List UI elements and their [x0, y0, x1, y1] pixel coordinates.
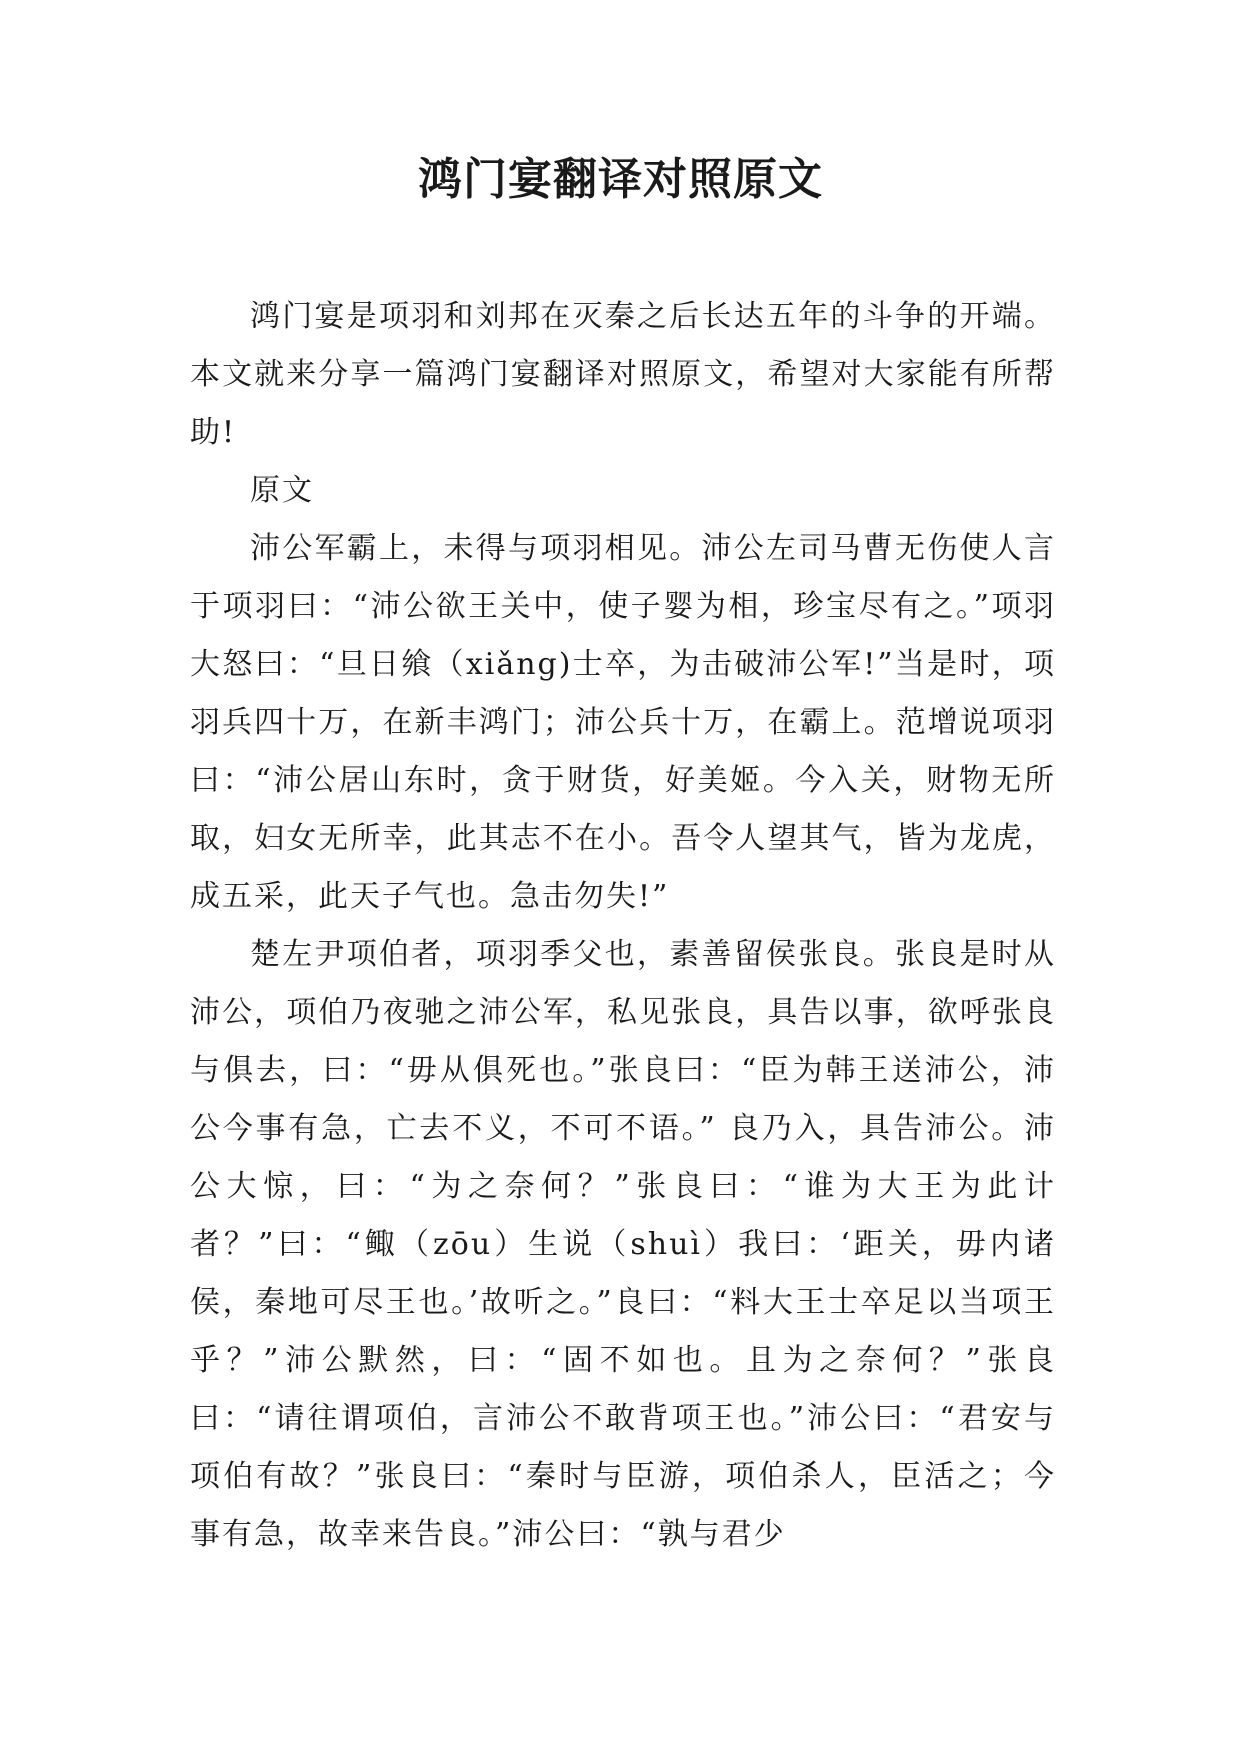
document-body: [190, 288, 1056, 1564]
section-heading-original-text: 原文: [250, 473, 314, 508]
document-title: 鸿门宴翻译对照原文: [418, 154, 823, 205]
original-text-paragraph: 楚左尹项伯者，项羽季父也，素善留侯张良。张良是时从沛公，项伯乃夜驰之沛公军，私见张良，具告以事，欲呼张良与俱去，曰：“毋从俱死也。”张良曰：“臣为韩王送沛公，沛公今事有急，亡去不义，不可不语。” 良乃入，具告沛公。沛公大惊，曰：“为之奈何？”张良曰：“谁为大王为此计者？”曰：“鲰（zōu）生说（shuì）我曰：‘距关，毋内诸侯，秦地可尽王也。’故听之。”良曰：“料大王士卒足以当项王乎？”沛公默然，曰：“固不如也。且为之奈何？”张良曰：“请往谓项伯，言沛公不敢背项王也。”沛公曰：“君安与项伯有故？”张良曰：“秦时与臣游，项伯杀人，臣活之；今事有急，故幸来告良。”沛公曰：“孰与君少: [190, 937, 1056, 1552]
intro-paragraph: 鸿门宴是项羽和刘邦在灭秦之后长达五年的斗争的开端。本文就来分享一篇鸿门宴翻译对照原文，希望对大家能有所帮助!: [190, 299, 1056, 450]
original-text-paragraph: 沛公军霸上，未得与项羽相见。沛公左司马曹无伤使人言于项羽曰：“沛公欲王关中，使子婴为相，珍宝尽有之。”项羽大怒曰：“旦日飨（xiǎng)士卒，为击破沛公军!”当是时，项羽兵四十万，在新丰鸿门；沛公兵十万，在霸上。范增说项羽曰：“沛公居山东时，贪于财货，好美姬。今入关，财物无所取，妇女无所幸，此其志不在小。吾令人望其气，皆为龙虎，成五采，此天子气也。急击勿失!”: [190, 531, 1056, 914]
